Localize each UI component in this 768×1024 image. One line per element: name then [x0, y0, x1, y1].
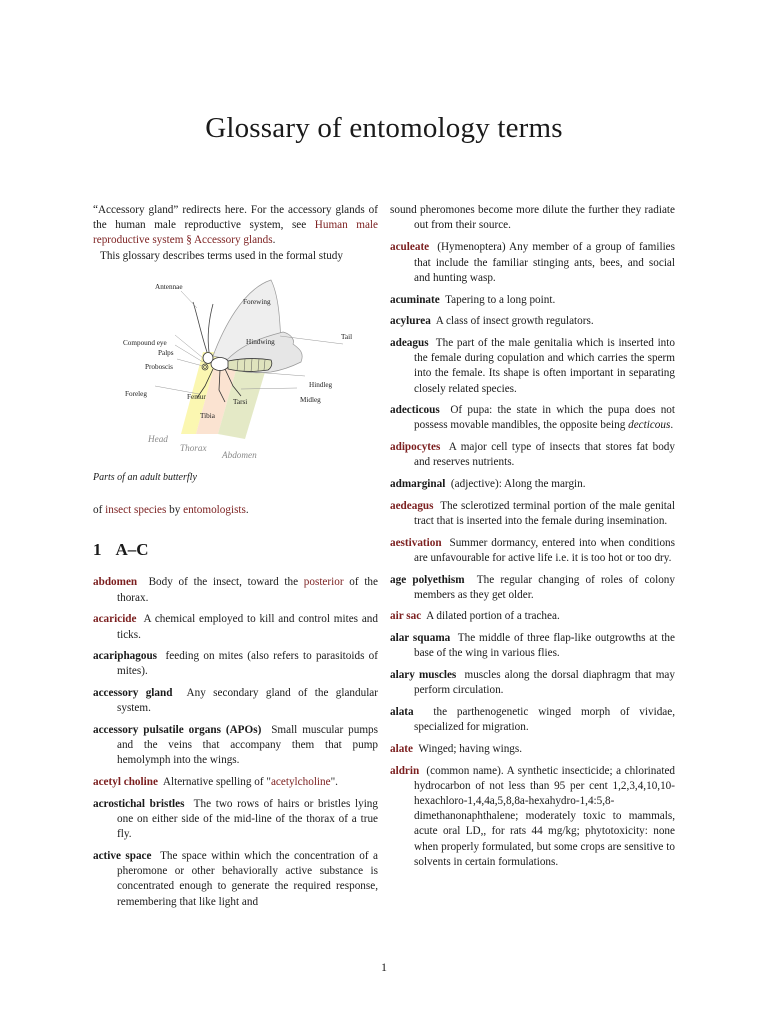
glossary-definition: of the thorax. [117, 576, 378, 604]
glossary-entry [390, 609, 675, 624]
glossary-entry [390, 314, 675, 329]
glossary-definition: The sclerotized terminal portion of the male genital tract that is inserted into the female during insemination. [414, 499, 675, 527]
glossary-term: alata [390, 705, 414, 718]
glossary-definition: The two rows of hairs or bristles lying one on either side of the mid-line of the thorax of a true fly. [117, 797, 378, 841]
glossary-entry [390, 742, 675, 757]
glossary-entry [390, 477, 675, 492]
glossary-term: active space [93, 849, 152, 862]
glossary-continuation: sound pheromones become more dilute the further they radiate out from their source. [390, 204, 675, 232]
page-number: 1 [381, 960, 387, 974]
glossary-definition: Any secondary gland of the glandular system. [117, 687, 379, 715]
right-column [390, 203, 675, 877]
glossary-definition: The regular changing of roles of colony members as they get older. [414, 573, 675, 601]
label-tarsi: Tarsi [233, 397, 248, 406]
glossary-term: adeagus [390, 336, 429, 349]
redirect-note [93, 203, 378, 249]
section-title: A–C [115, 540, 149, 560]
label-hindwing: Hindwing [246, 337, 275, 346]
glossary-term: acariphagous [93, 650, 158, 663]
glossary-term[interactable]: abdomen [93, 576, 138, 589]
antenna [193, 302, 207, 352]
intro-description: This glossary describes terms used in the formal study [100, 249, 343, 262]
glossary-definition: (Hymenoptera) Any member of a group of families that include the familiar stinging ants, bees, and social and hunting wasp. [414, 241, 675, 284]
glossary-definition: Small muscular pumps and the veins that accompany them that pump hemolymph into the wings. [117, 724, 379, 767]
glossary-definition: the parthenogenetic winged morph of vividae, specialized for migration. [414, 705, 676, 734]
right-glossary-list [390, 240, 675, 870]
intro-cont-text: by [166, 504, 184, 517]
glossary-entry [390, 631, 675, 661]
label-compound-eye: Compound eye [123, 338, 167, 347]
glossary-definition: A chemical employed to kill and control mites and ticks. [117, 613, 378, 641]
redirect-link[interactable]: Human male reproductive system § Accessory glands [93, 219, 378, 247]
label-foreleg: Foreleg [125, 389, 147, 398]
label-proboscis: Proboscis [145, 362, 173, 371]
label-thorax-region: Thorax [180, 442, 207, 453]
glossary-definition: Summer dormancy, entered into when conditions are unfavourable for active life i.e. it is too hot or too dry. [414, 536, 676, 564]
glossary-entry [390, 440, 675, 470]
glossary-entry [390, 240, 675, 286]
glossary-definition: A major cell type of insects that stores fat body and reserves nutrients. [414, 441, 675, 469]
glossary-entry [390, 536, 675, 566]
glossary-term[interactable]: acaricide [93, 613, 137, 626]
glossary-definition: The middle of three flap-like outgrowths at the base of the wing in various flies. [414, 632, 675, 660]
glossary-entry [390, 668, 675, 698]
glossary-entry [390, 764, 675, 870]
glossary-term[interactable]: air sac [390, 610, 422, 623]
glossary-term: accessory pulsatile organs (APOs) [93, 724, 262, 737]
glossary-entry [93, 575, 378, 605]
butterfly-figure [93, 274, 378, 485]
glossary-term: alar squama [390, 632, 451, 645]
intro-cont-text: of [93, 504, 106, 517]
label-tail: Tail [341, 332, 353, 341]
glossary-definition: Winged; having wings. [418, 742, 523, 755]
glossary-term: acylurea [390, 315, 431, 328]
glossary-term[interactable]: acetyl choline [93, 776, 158, 789]
insect-species-link[interactable]: insect species [105, 504, 167, 517]
antenna [208, 304, 213, 352]
glossary-definition: The space within which the concentration of a pheromone or other behaviorally active substance is concentrated enough to generate the required response, remembering that like light and [117, 849, 378, 908]
left-glossary-list [93, 575, 378, 909]
glossary-entry [93, 797, 378, 843]
entomologists-link[interactable]: entomologists [183, 504, 246, 517]
butterfly-diagram [93, 274, 378, 464]
glossary-term[interactable]: aestivation [390, 536, 442, 549]
definition-link[interactable]: posterior [303, 576, 344, 589]
glossary-definition: Alternative spelling of " [162, 776, 271, 789]
glossary-definition: ". [330, 776, 338, 789]
label-forewing: Forewing [243, 297, 271, 306]
glossary-term: alary muscles [390, 669, 457, 682]
butterfly-abdomen [228, 358, 272, 371]
glossary-term[interactable]: alate [390, 742, 413, 755]
redirect-end: . [272, 234, 276, 247]
glossary-entry [93, 686, 378, 716]
glossary-term: adecticous [390, 404, 440, 417]
label-midleg: Midleg [300, 395, 321, 404]
label-palps: Palps [158, 348, 174, 357]
glossary-term: admarginal [390, 478, 446, 491]
figure-caption: Parts of an adult butterfly [93, 471, 197, 483]
label-head-region: Head [148, 433, 168, 444]
glossary-term: acrostichal bristles [93, 797, 185, 810]
glossary-definition: Tapering to a long point. [445, 293, 556, 306]
glossary-entry [390, 499, 675, 529]
glossary-term[interactable]: aedeagus [390, 499, 434, 512]
section-number: 1 [93, 540, 102, 560]
glossary-term: accessory gland [93, 687, 173, 700]
intro-continuation [93, 503, 378, 518]
glossary-emphasis: decticous [628, 419, 671, 432]
glossary-definition: A class of insect growth regulators. [435, 315, 594, 328]
section-heading [93, 540, 378, 560]
intro-cont-text: . [245, 504, 249, 517]
glossary-definition: A dilated portion of a trachea. [426, 610, 560, 623]
label-abdomen-region: Abdomen [222, 449, 257, 460]
glossary-entry [390, 573, 675, 603]
glossary-definition: . [670, 419, 674, 432]
glossary-entry [390, 403, 675, 433]
label-hindleg: Hindleg [309, 380, 333, 389]
label-antennae: Antennae [155, 282, 183, 291]
left-column [93, 203, 378, 916]
glossary-term[interactable]: aculeate [390, 241, 430, 254]
glossary-term: age polyethism [390, 573, 465, 586]
glossary-definition: (common name). A synthetic insecticide; a chlorinated hydrocarbon of not less than 95 per cent 1,2,3,4,10,10-hexachloro-1,4,4a,5,8,8a-hexahydro-1,4:5,8-dimethanonaphthalene; moderately toxic to mammals, acute oral LD,, for rats 44 mg/kg; phytotoxicity: none when properly formulated, but some crops are sensitive to solvents in certain formulations. [414, 764, 676, 868]
glossary-entry [93, 849, 378, 910]
glossary-definition: Of pupa: the state in which the pupa does not possess movable mandibles, the opposite being [414, 404, 676, 432]
glossary-definition: feeding on mites (also refers to parasitoids of mites). [117, 650, 379, 678]
label-tibia: Tibia [200, 411, 215, 420]
definition-link[interactable]: acetylcholine [270, 776, 331, 789]
redirect-text: “Accessory gland” redirects here. For the accessory glands of the human male reproductive system, see [93, 204, 378, 232]
glossary-entry [93, 612, 378, 642]
glossary-definition: Body of the insect, toward the [148, 576, 304, 589]
glossary-term: acuminate [390, 293, 440, 306]
glossary-term[interactable]: adipocytes [390, 441, 441, 454]
glossary-entry [93, 775, 378, 790]
glossary-entry [390, 293, 675, 308]
glossary-definition: The part of the male genitalia which is inserted into the female during copulation and which carries the sperm into the female. Its shape is often important in separating closely related species. [414, 336, 675, 395]
glossary-definition: muscles along the dorsal diaphragm that may perform circulation. [414, 669, 675, 697]
glossary-entry [390, 336, 675, 397]
glossary-entry [93, 723, 378, 769]
butterfly-thorax [211, 357, 229, 370]
glossary-entry [93, 649, 378, 679]
glossary-term[interactable]: aldrin [390, 764, 420, 777]
label-femur: Femur [187, 392, 206, 401]
glossary-entry [390, 705, 675, 735]
glossary-definition: (adjective): Along the margin. [450, 478, 586, 491]
page-title: Glossary of entomology terms [205, 112, 563, 144]
